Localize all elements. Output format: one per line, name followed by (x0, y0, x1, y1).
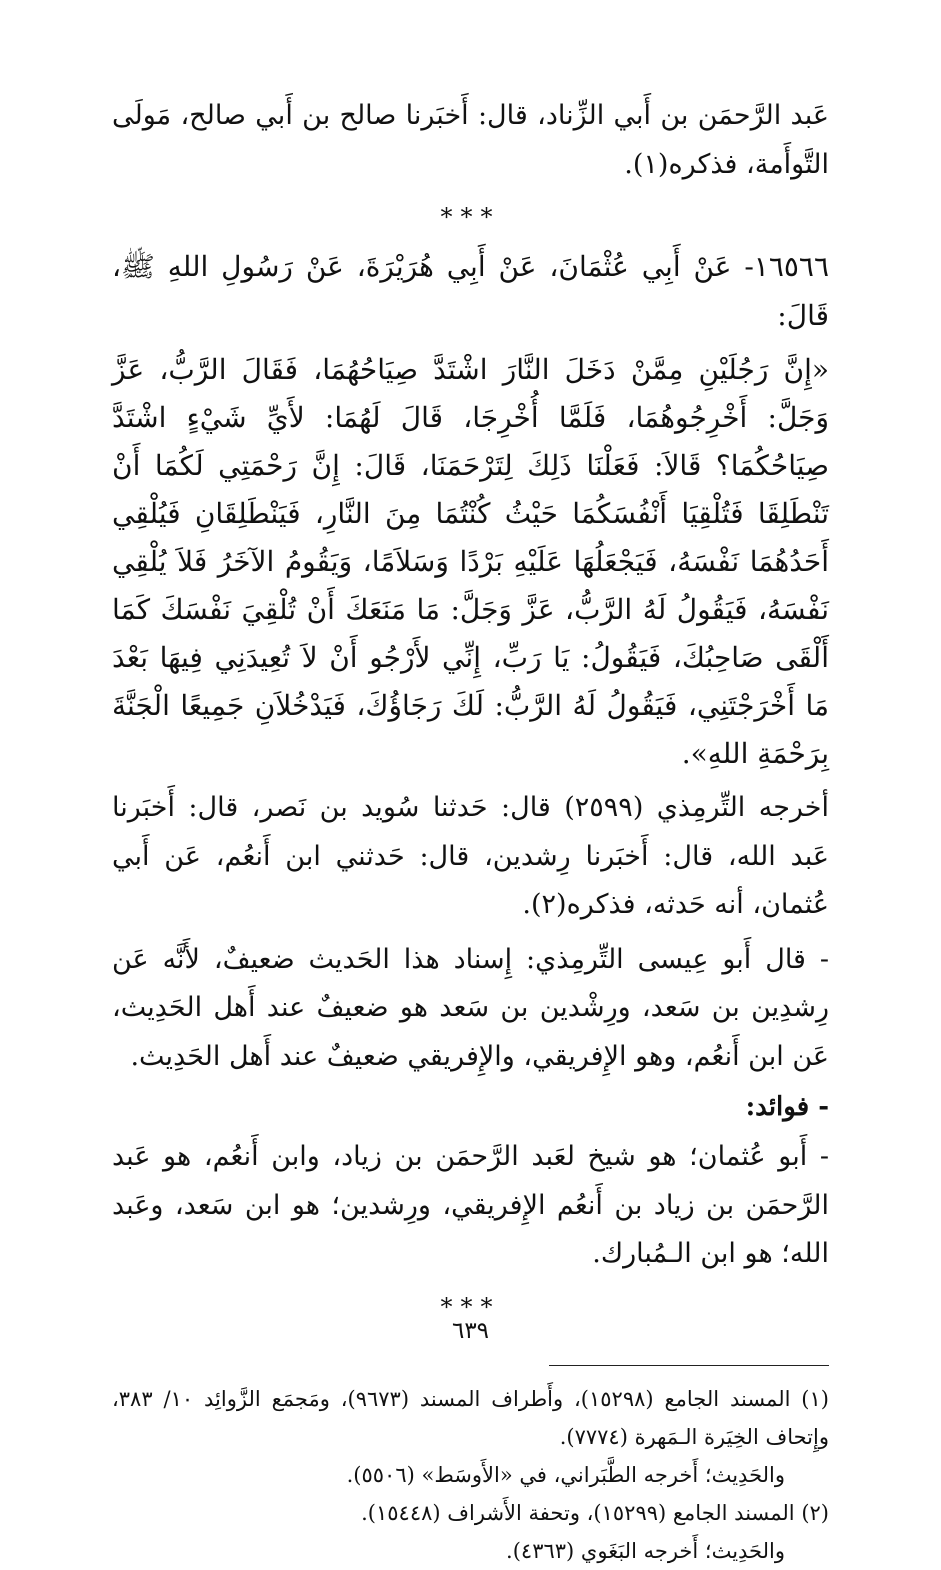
footnote-divider (549, 1365, 829, 1366)
book-page (112, 92, 829, 1563)
takhrij-paragraph: أخرجه التِّرمِذي (٢٥٩٩) قال: حَدثنا سُويد بن نَصر، قال: أَخبَرنا عَبد الله، قال: أَخبَرنا رِشدين، قال: حَدثني ابن أَنعُم، عَن أَبي عُثمان، أنه حَدثه، فذكره(٢). (112, 792, 829, 920)
footnote-1-note: والحَدِيث؛ أَخرجه الطَّبَراني، في «الأَوسَط» (٥٥٠٦). (346, 1462, 785, 1487)
footnote-1: (١) المسند الجامع (١٥٢٩٨)، وأَطراف المسند (٩٦٧٣)، ومَجمَع الزَّوائِد ١٠/ ٣٨٣، وإِتحاف الخِيَرة الـمَهرة (٧٧٧٤). (112, 1386, 829, 1449)
hadith-heading: ١٦٥٦٦- عَنْ أَبِي عُثْمَانَ، عَنْ أَبِي هُرَيْرَةَ، عَنْ رَسُولِ اللهِ ﷺ، قَالَ: (112, 250, 829, 332)
section-separator: *** (440, 203, 501, 231)
footnote-2-note: والحَدِيث؛ أَخرجه البَغَوي (٤٣٦٣). (506, 1538, 785, 1563)
page-number: ٦٣٩ (451, 1318, 490, 1344)
paragraph-top: عَبد الرَّحمَن بن أَبي الزِّناد، قال: أَخبَرنا صالح بن أَبي صالح، مَولَى التَّوأَمة، فذكره(١). (112, 100, 829, 180)
footnotes (112, 1380, 829, 1570)
tirmidhi-comment: - قال أَبو عِيسى التِّرمِذي: إِسناد هذا الحَديث ضعيفٌ، لأَنَّه عَن رِشدِين بن سَعد، ورِشْدين بن سَعد هو ضعيفٌ عند أَهل الحَدِيث، عَن ابن أَنعُم، وهو الإِفريقي، والإِفريقي ضعيفٌ عند أَهل الحَدِيث. (112, 943, 829, 1072)
fawaid-heading: - فوائد: (745, 1092, 829, 1122)
fawaid-text: - أَبو عُثمان؛ هو شيخ لعَبد الرَّحمَن بن زياد، وابن أَنعُم، هو عَبد الرَّحمَن بن زياد بن أَنعُم الإِفريقي، ورِشدين؛ هو ابن سَعد، وعَبد الله؛ هو ابن الـمُبارك. (112, 1141, 829, 1269)
footnote-2: (٢) المسند الجامع (١٥٢٩٩)، وتحفة الأَشراف (١٥٤٤٨). (361, 1500, 829, 1525)
hadith-text: «إِنَّ رَجُلَيْنِ مِمَّنْ دَخَلَ النَّارَ اشْتَدَّ صِيَاحُهُمَا، فَقَالَ الرَّبُّ، عَزَّ وَجَلَّ: أَخْرِجُوهُمَا، فَلَمَّا أُخْرِجَا، قَالَ لَهُمَا: لأَيِّ شَيْءٍ اشْتَدَّ صِيَاحُكُمَا؟ قَالاَ: فَعَلْنَا ذَلِكَ لِتَرْحَمَنَا، قَالَ: إِنَّ رَحْمَتِي لَكُمَا أَنْ تَنْطَلِقَا فَتُلْقِيَا أَنْفُسَكُمَا حَيْثُ كُنْتُمَا مِنَ النَّارِ، فَيَنْطَلِقَانِ فَيُلْقِي أَحَدُهُمَا نَفْسَهُ، فَيَجْعَلُهَا عَلَيْهِ بَرْدًا وَسَلاَمًا، وَيَقُومُ الآخَرُ فَلاَ يُلْقِي نَفْسَهُ، فَيَقُولُ لَهُ الرَّبُّ، عَزَّ وَجَلَّ: مَا مَنَعَكَ أَنْ تُلْقِيَ نَفْسَكَ كَمَا أَلْقَى صَاحِبُكَ، فَيَقُولُ: يَا رَبِّ، إِنِّي لأَرْجُو أَنْ لاَ تُعِيدَنِي فِيهَا بَعْدَ مَا أَخْرَجْتَنِي، فَيَقُولُ لَهُ الرَّبُّ: لَكَ رَجَاؤُكَ، فَيَدْخُلاَنِ جَمِيعًا الْجَنَّةَ بِرَحْمَةِ اللهِ». (112, 353, 829, 770)
section-separator-end: *** (440, 1292, 501, 1321)
